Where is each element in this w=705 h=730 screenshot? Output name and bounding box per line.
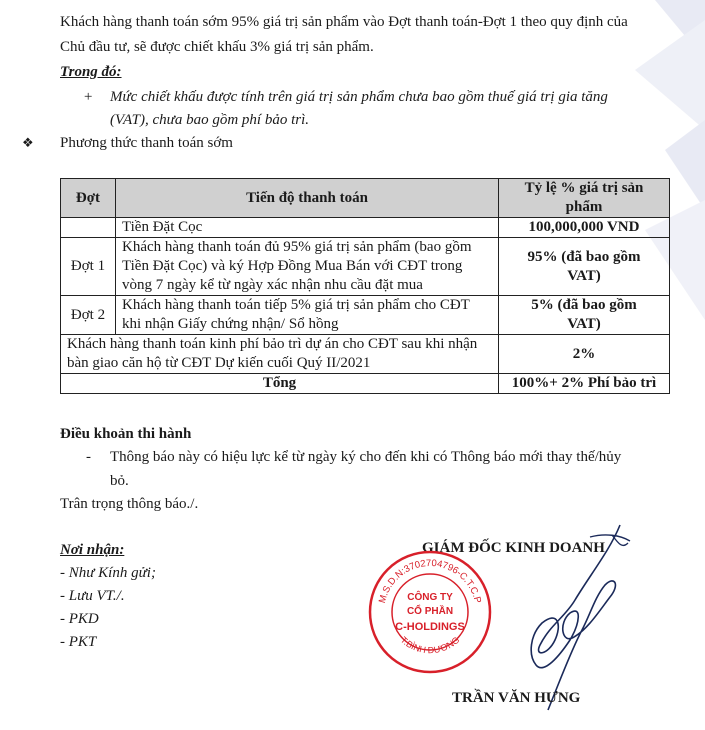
recipient-item: - PKD — [60, 611, 99, 627]
terms-line-1: Thông báo này có hiệu lực kể từ ngày ký cho đến khi có Thông báo mới thay thế/hủy — [110, 449, 622, 465]
dot2-value-line: VAT) — [567, 316, 601, 332]
table-row-deposit — [61, 218, 670, 238]
dot2-desc-line: khi nhận Giấy chứng nhận/ Sổ hồng — [122, 316, 339, 332]
intro-line-1: Khách hàng thanh toán sớm 95% giá trị sản phẩm vào Đợt thanh toán-Đợt 1 theo quy định của — [60, 14, 628, 30]
total-label: Tổng — [61, 374, 499, 394]
header-ratio: Tỷ lệ % giá trị sản phẩm — [499, 179, 670, 218]
dot2-value-line: 5% (đã bao gồm — [531, 297, 637, 313]
maintenance-desc-line: bàn giao căn hộ từ CĐT Dự kiến cuối Quý II/2021 — [67, 355, 371, 371]
table-header-row — [61, 179, 670, 218]
note-title: Trong đó: — [60, 64, 122, 80]
table-row-total — [61, 374, 670, 394]
dot2-desc — [116, 296, 499, 335]
table-row-maintenance — [61, 335, 670, 374]
dot1-value-line: 95% (đã bao gồm — [527, 248, 641, 265]
terms-title: Điều khoản thi hành — [60, 426, 192, 442]
table-row-dot2 — [61, 296, 670, 335]
total-value: 100%+ 2% Phí bảo trì — [499, 374, 670, 394]
signer-position: GIÁM ĐỐC KINH DOANH — [422, 540, 605, 556]
signature-scribble — [470, 505, 650, 715]
signer-name: TRẦN VĂN HƯNG — [452, 690, 581, 706]
maintenance-desc — [61, 335, 499, 374]
deposit-empty-cell — [61, 218, 116, 238]
recipient-item: - Như Kính gửi; — [60, 565, 156, 581]
stamp-line-2: CỔ PHẦN — [406, 606, 454, 617]
maintenance-desc-line: Khách hàng thanh toán kinh phí bảo trì dự án cho CĐT sau khi nhận — [67, 336, 478, 352]
recipient-item: - Lưu VT./. — [60, 588, 125, 604]
intro-line-2: Chủ đầu tư, sẽ được chiết khấu 3% giá trị sản phẩm. — [60, 39, 374, 55]
recipient-item: - PKT — [60, 634, 97, 650]
terms-bullet: - — [86, 449, 91, 465]
note-line-1: Mức chiết khấu được tính trên giá trị sản phẩm chưa bao gồm thuế giá trị gia tăng — [110, 89, 608, 105]
dot1-desc-line: vòng 7 ngày kể từ ngày xác nhận nhu cầu đặt mua — [122, 277, 423, 293]
terms-line-2: bỏ. — [110, 473, 129, 489]
section-title: Phương thức thanh toán sớm — [60, 135, 233, 151]
dot1-desc-line: Khách hàng thanh toán đủ 95% giá trị sản phẩm (bao gồm — [122, 239, 472, 255]
dot1-value — [499, 238, 670, 296]
stamp-ring-text: M.S.D.N:3702704796-C.T.C.P — [376, 557, 484, 605]
maintenance-value: 2% — [499, 335, 670, 374]
stamp-line-1: CÔNG TY — [407, 592, 453, 603]
dot2-desc-line: Khách hàng thanh toán tiếp 5% giá trị sản phẩm cho CĐT — [122, 297, 470, 313]
deposit-label: Tiền Đặt Cọc — [116, 218, 499, 238]
dot2-label: Đợt 2 — [61, 296, 116, 335]
recipients-title: Nơi nhận: — [60, 542, 125, 558]
dot1-desc — [116, 238, 499, 296]
deposit-value: 100,000,000 VND — [499, 218, 670, 238]
stamp-ring-bottom: T.BÌNH DƯƠNG — [398, 634, 462, 656]
table-row-dot1 — [61, 238, 670, 296]
note-bullet: + — [83, 89, 94, 105]
closing-text: Trân trọng thông báo./. — [60, 496, 199, 512]
dot1-value-line: VAT) — [567, 267, 601, 284]
dot2-value — [499, 296, 670, 335]
dot1-label: Đợt 1 — [61, 238, 116, 296]
section-bullet-icon: ❖ — [22, 136, 34, 151]
payment-table — [60, 178, 670, 394]
note-line-2: (VAT), chưa bao gồm phí bảo trì. — [110, 112, 309, 128]
dot1-desc-line: Tiền Đặt Cọc) và ký Hợp Đồng Mua Bán với CĐT trong — [122, 258, 463, 274]
header-progress: Tiến độ thanh toán — [116, 179, 499, 218]
stamp-line-3: C-HOLDINGS — [395, 621, 465, 633]
header-dot: Đợt — [61, 179, 116, 218]
